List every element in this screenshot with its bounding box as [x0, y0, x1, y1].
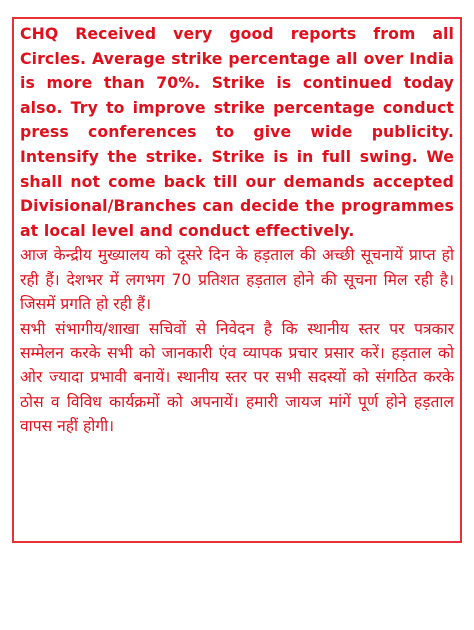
hindi-notice-paragraph-1: आज केन्द्रीय मुख्यालय को दूसरे दिन के हड़ताल की अच्छी सूचनायें प्राप्त हो रही हैं। देशभर में लगभग 70 प्रतिशत हड़ताल होने की सूचना मिल रही है। जिसमें प्रगति हो रही हैं। — [20, 246, 454, 314]
english-notice-paragraph: CHQ Received very good reports from all Circles. Average strike percentage all over India is more than 70%. Strike is continued today also. Try to improve strike percentage conduct press conferences to give wide publicity. Intensify the strike. Strike is in full swing. We shall not come back till our demands accepted Divisional/Branches can decide the programmes at local level and conduct effectively. — [20, 24, 454, 240]
notice-box — [12, 17, 462, 543]
hindi-notice-paragraph-2: सभी संभागीय/शाखा सचिवों से निवेदन है कि स्थानीय स्तर पर पत्रकार सम्मेलन करके सभी को जानकारी एंव व्यापक प्रचार प्रसार करें। हड़ताल को ओर ज्यादा प्रभावी बनायें। स्थानीय स्तर पर सभी सदस्यों को संगठित करके ठोस व विविध कार्यक्रमों को अपनायें। हमारी जायज मांगें पूर्ण होने हड़ताल वापस नहीं होगी। — [20, 319, 454, 436]
